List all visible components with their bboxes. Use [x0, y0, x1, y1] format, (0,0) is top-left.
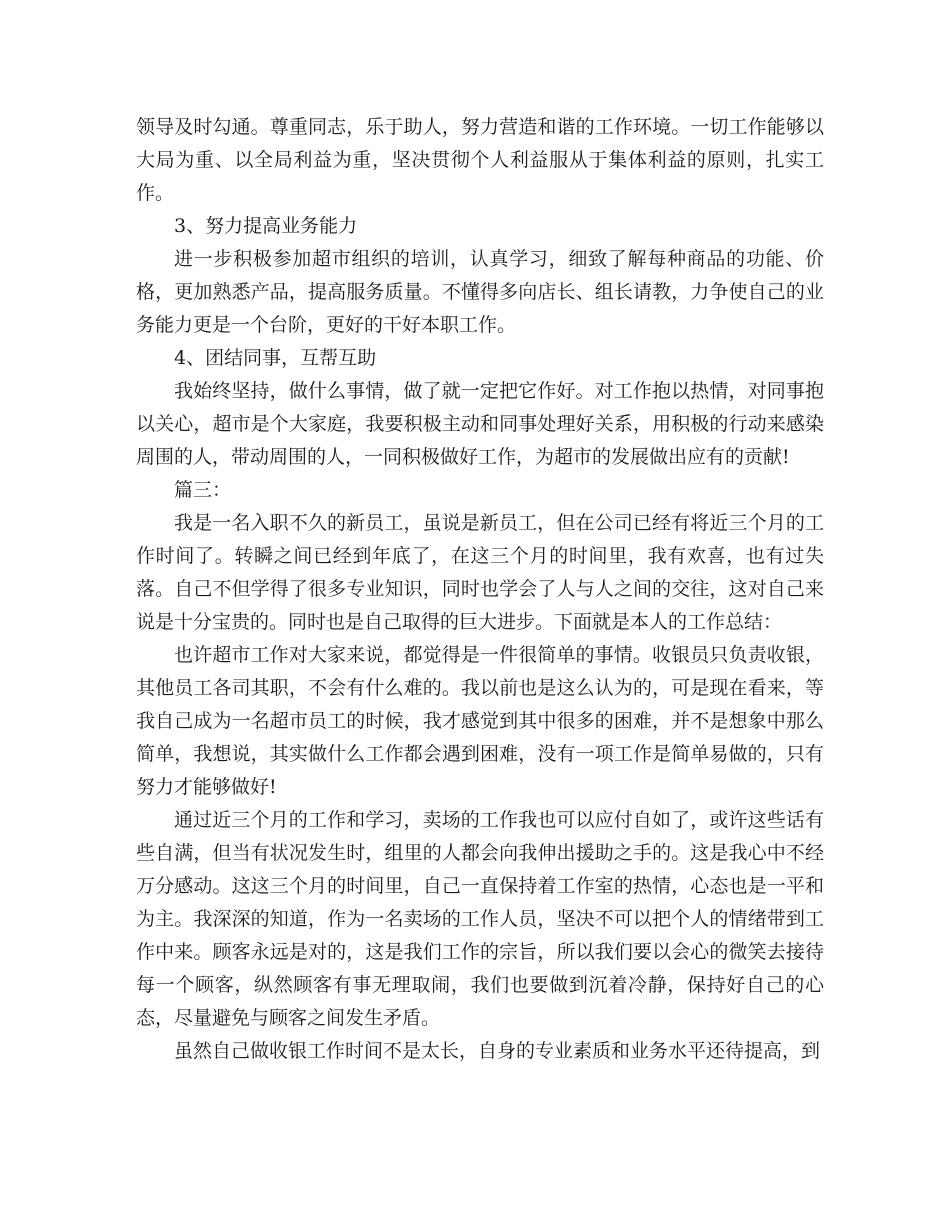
paragraph-teamwork: 我始终坚持，做什么事情，做了就一定把它作好。对工作抱以热情，对同事抱以关心，超市是个大家庭，我要积极主动和同事处理好关系，用积极的行动来感染周围的人，带动周围的人，一同积极做好工作，为超市的发展做出应有的贡献!	[136, 380, 824, 468]
paragraph-business-ability: 进一步积极参加超市组织的培训，认真学习，细致了解每种商品的功能、价格，更加熟悉产品，提高服务质量。不懂得多向店长、组长请教，力争使自己的业务能力更是一个台阶，更好的干好本职工作。	[136, 248, 824, 336]
section-heading-part-three: 篇三：	[174, 479, 232, 501]
section-heading-4: 4、团结同事，互帮互助	[174, 347, 377, 369]
paragraph-continuation: 领导及时勾通。尊重同志，乐于助人，努力营造和谐的工作环境。一切工作能够以大局为重、以全局利益为重，坚决贯彻个人利益服从于集体利益的原则，扎实工作。	[136, 116, 824, 204]
paragraph-new-employee: 我是一名入职不久的新员工，虽说是新员工，但在公司已经有将近三个月的工作时间了。转瞬之间已经到年底了，在这三个月的时间里，我有欢喜，也有过失落。自己不但学得了很多专业知识，同时也学会了人与人之间的交往，这对自己来说是十分宝贵的。同时也是自己取得的巨大进步。下面就是本人的工作总结：	[136, 512, 824, 633]
paragraph-supermarket-work: 也许超市工作对大家来说，都觉得是一件很简单的事情。收银员只负责收银，其他员工各司其职，不会有什么难的。我以前也是这么认为的，可是现在看来，等我自己成为一名超市员工的时候，我才感觉到其中很多的困难，并不是想象中那么简单，我想说，其实做什么工作都会遇到困难，没有一项工作是简单易做的，只有努力才能够做好!	[136, 644, 824, 798]
paragraph-cashier: 虽然自己做收银工作时间不是太长，自身的专业素质和业务水平还待提高，到	[174, 1040, 821, 1062]
paragraph-three-months: 通过近三个月的工作和学习，卖场的工作我也可以应付自如了，或许这些话有些自满，但当有状况发生时，组里的人都会向我伸出援助之手的。这是我心中不经万分感动。这这三个月的时间里，自己一直保持着工作室的热情，心态也是一平和为主。我深深的知道，作为一名卖场的工作人员，坚决不可以把个人的情绪带到工作中来。顾客永远是对的，这是我们工作的宗旨，所以我们要以会心的微笑去接待每一个顾客，纵然顾客有事无理取闹，我们也要做到沉着冷静，保持好自己的心态，尽量避免与顾客之间发生矛盾。	[136, 809, 824, 1029]
section-heading-3: 3、努力提高业务能力	[174, 215, 358, 237]
document-body	[136, 111, 824, 1068]
